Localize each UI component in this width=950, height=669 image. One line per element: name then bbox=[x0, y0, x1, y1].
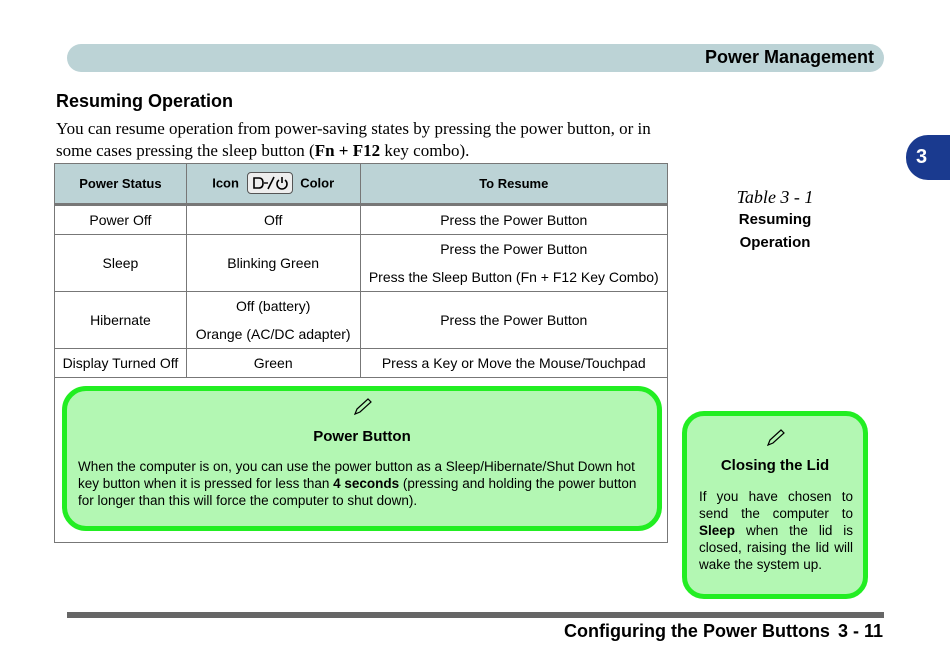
intro-paragraph bbox=[56, 118, 676, 162]
resume-table bbox=[54, 163, 668, 378]
resume-text: Press the Power Button bbox=[440, 241, 588, 257]
footer-title bbox=[564, 621, 883, 642]
section-heading: Resuming Operation bbox=[56, 91, 234, 111]
intro-text: You can resume operation from power-saving states by pressing the power button, or in some cases pressing the sleep button ( bbox=[56, 119, 651, 160]
closing-lid-note bbox=[682, 411, 868, 599]
footer-bar bbox=[67, 612, 884, 618]
note-text-end: when the lid is closed, raising the lid will wake the system up. bbox=[699, 523, 853, 572]
note-body bbox=[78, 458, 645, 509]
resume-text: Press the Power Button bbox=[440, 212, 588, 228]
cell-status bbox=[55, 349, 187, 378]
sleep-power-icon bbox=[247, 172, 293, 194]
header-bar bbox=[67, 44, 884, 72]
table-row bbox=[55, 205, 668, 235]
cell-resume bbox=[360, 349, 667, 378]
pencil-icon bbox=[67, 397, 657, 422]
power-button-note bbox=[62, 386, 662, 531]
color-text: Green bbox=[253, 355, 293, 371]
cell-status bbox=[55, 205, 187, 235]
chapter-tab: 3 bbox=[906, 135, 950, 180]
note-title: Closing the Lid bbox=[720, 457, 830, 474]
intro-text-end: key combo). bbox=[380, 141, 470, 160]
header-title: Power Management bbox=[704, 47, 874, 67]
color-text: Orange (AC/DC adapter) bbox=[195, 326, 351, 342]
caption-number: Table 3 - 1 bbox=[736, 187, 814, 207]
header-to-resume: To Resume bbox=[360, 164, 667, 205]
table-caption bbox=[700, 187, 850, 254]
cell-resume bbox=[360, 205, 667, 235]
cell-status: Hibernate bbox=[55, 292, 187, 349]
cell-status: Sleep bbox=[55, 235, 187, 292]
cell-color bbox=[186, 349, 360, 378]
status-text: Power Off bbox=[89, 212, 152, 228]
cell-color bbox=[186, 292, 360, 349]
color-text: Off bbox=[263, 212, 283, 228]
cell-resume bbox=[360, 235, 667, 292]
status-text: Display Turned Off bbox=[62, 355, 179, 371]
note-text: When the computer is on, you can use the power button as a Sleep/Hibernate/Shut Down hot key button when it is pressed for less than bbox=[78, 459, 635, 491]
table-row bbox=[55, 235, 668, 292]
caption-title-2: Operation bbox=[739, 234, 811, 251]
pencil-icon bbox=[687, 428, 863, 453]
resume-text: Press the Sleep Button (Fn + F12 Key Combo) bbox=[368, 269, 659, 285]
footer-chapter-title: Configuring the Power Buttons bbox=[563, 621, 830, 641]
resume-text: Press a Key or Move the Mouse/Touchpad bbox=[381, 355, 646, 371]
note-text-end: (pressing and holding the power button for longer than this will force the computer to shut down). bbox=[78, 476, 637, 508]
color-text: Off (battery) bbox=[235, 298, 311, 314]
cell-color: Blinking Green bbox=[186, 235, 360, 292]
table-row bbox=[55, 292, 668, 349]
note-text: If you have chosen to send the computer to bbox=[699, 489, 853, 521]
note-bold-text: 4 seconds bbox=[333, 476, 400, 491]
note-body bbox=[699, 488, 853, 573]
page-number: 3 - 11 bbox=[837, 621, 883, 641]
header-color-label: Color bbox=[300, 174, 335, 190]
note-title: Power Button bbox=[313, 428, 411, 445]
header-power-status: Power Status bbox=[55, 164, 187, 205]
header-icon-label: Icon bbox=[212, 174, 239, 190]
cell-color bbox=[186, 205, 360, 235]
note-bold-text: Sleep bbox=[699, 523, 736, 538]
header-icon-color bbox=[186, 164, 360, 205]
cell-resume: Press the Power Button bbox=[360, 292, 667, 349]
table-row bbox=[55, 349, 668, 378]
intro-key-combo: Fn + F12 bbox=[314, 141, 381, 160]
caption-title-1: Resuming bbox=[738, 211, 812, 228]
